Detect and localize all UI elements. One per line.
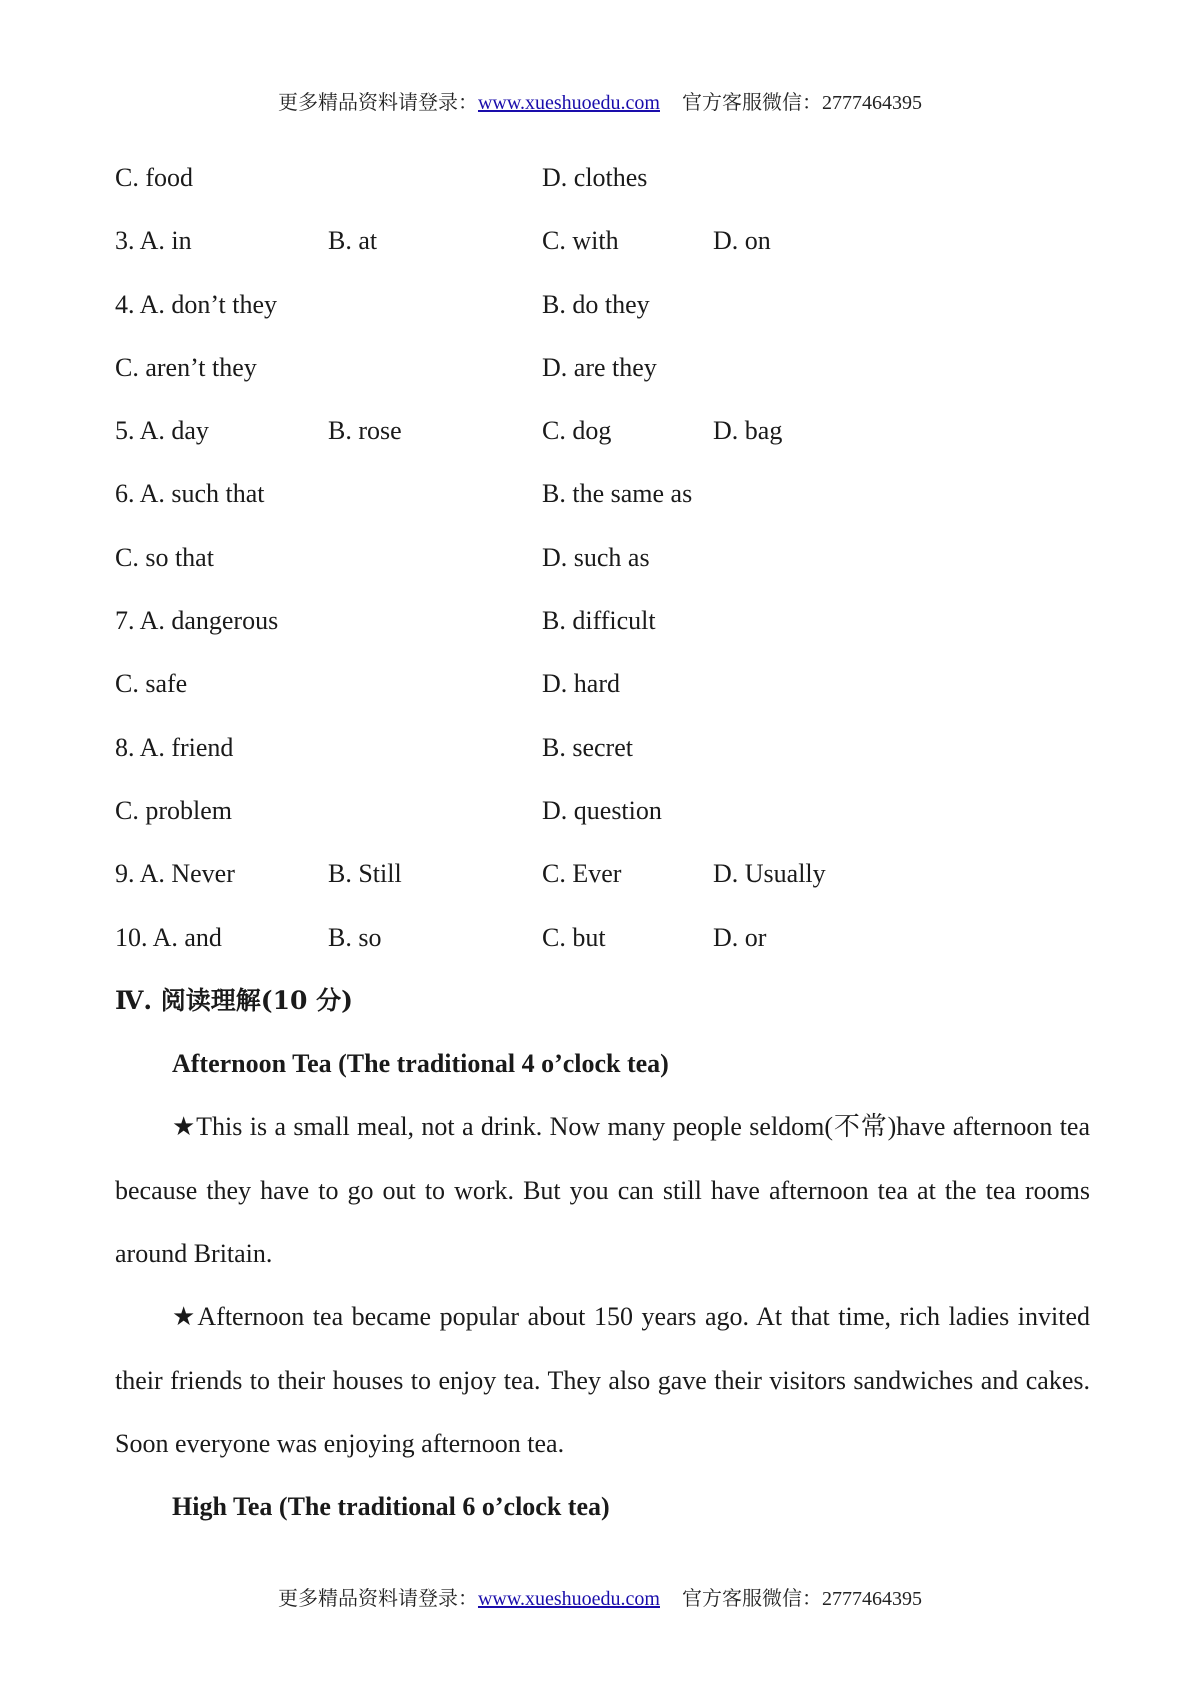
option-cell: C. but	[542, 922, 606, 952]
option-cell: 5. A. day	[115, 416, 209, 446]
header-service-contact: 官方客服微信：2777464395	[682, 92, 922, 114]
option-cell: C. safe	[115, 669, 188, 699]
option-cell: C. with	[542, 226, 619, 256]
option-cell: B. at	[328, 226, 378, 256]
option-cell: 7. A. dangerous	[115, 606, 279, 636]
page-content	[115, 146, 1090, 1539]
option-cell: C. problem	[115, 795, 232, 825]
option-row	[115, 146, 1090, 209]
footer-service-contact: 官方客服微信：2777464395	[682, 1588, 922, 1610]
option-cell: B. so	[328, 922, 382, 952]
option-cell: D. question	[542, 795, 662, 825]
option-cell: D. bag	[713, 416, 783, 446]
option-row	[115, 779, 1090, 842]
option-cell: B. rose	[328, 416, 402, 446]
option-row	[115, 399, 1090, 462]
option-row	[115, 652, 1090, 715]
header-prefix: 更多精品资料请登录：	[277, 92, 478, 114]
option-cell: D. hard	[542, 669, 620, 699]
option-cell: 10. A. and	[115, 922, 222, 952]
option-cell: D. Usually	[713, 859, 826, 889]
footer-prefix: 更多精品资料请登录：	[277, 1588, 478, 1610]
answer-options	[115, 146, 1090, 969]
option-row	[115, 526, 1090, 589]
option-cell: C. food	[115, 163, 193, 192]
afternoon-tea-title: Afternoon Tea (The traditional 4 o’clock tea)	[172, 1049, 669, 1079]
option-cell: D. or	[713, 922, 767, 952]
option-cell: 6. A. such that	[115, 479, 265, 509]
option-row	[115, 462, 1090, 525]
reading-paragraph: ★This is a small meal, not a drink. Now many people seldom(不常)have afternoon tea because they have to go out to work. But you can still have afternoon tea at the tea rooms around Britain.	[115, 1112, 1090, 1269]
option-cell: C. dog	[542, 416, 612, 446]
reading-paragraph: ★Afternoon tea became popular about 150 years ago. At that time, rich ladies invited their friends to their houses to enjoy tea. They also gave their visitors sandwiches and cakes. Soon everyone was enjoying afternoon tea.	[115, 1302, 1090, 1458]
option-cell: B. Still	[328, 859, 402, 889]
page-header	[0, 86, 1200, 115]
option-cell: D. are they	[542, 352, 657, 382]
option-row	[115, 716, 1090, 779]
option-cell: D. such as	[542, 542, 650, 572]
option-row	[115, 842, 1090, 905]
option-cell: C. Ever	[542, 859, 622, 889]
option-cell: D. clothes	[542, 163, 648, 192]
option-cell: B. the same as	[542, 479, 693, 509]
option-cell: C. so that	[115, 542, 214, 572]
option-row	[115, 273, 1090, 336]
option-cell: B. secret	[542, 732, 633, 762]
option-row	[115, 906, 1090, 969]
page-footer	[0, 1582, 1200, 1611]
section-heading: Ⅳ. 阅读理解(10 分)	[115, 985, 353, 1015]
high-tea-title: High Tea (The traditional 6 o’clock tea)	[172, 1492, 610, 1522]
footer-website-link[interactable]: www.xueshuoedu.com	[477, 1588, 660, 1610]
option-cell: 3. A. in	[115, 226, 192, 256]
option-cell: B. difficult	[542, 606, 656, 636]
option-cell: 4. A. don’t they	[115, 289, 278, 319]
option-row	[115, 336, 1090, 399]
option-cell: D. on	[713, 226, 771, 256]
option-cell: 9. A. Never	[115, 859, 235, 889]
option-row	[115, 589, 1090, 652]
option-cell: B. do they	[542, 289, 650, 319]
header-website-link[interactable]: www.xueshuoedu.com	[477, 92, 660, 114]
option-row	[115, 209, 1090, 272]
option-cell: C. aren’t they	[115, 352, 257, 382]
option-cell: 8. A. friend	[115, 732, 234, 762]
